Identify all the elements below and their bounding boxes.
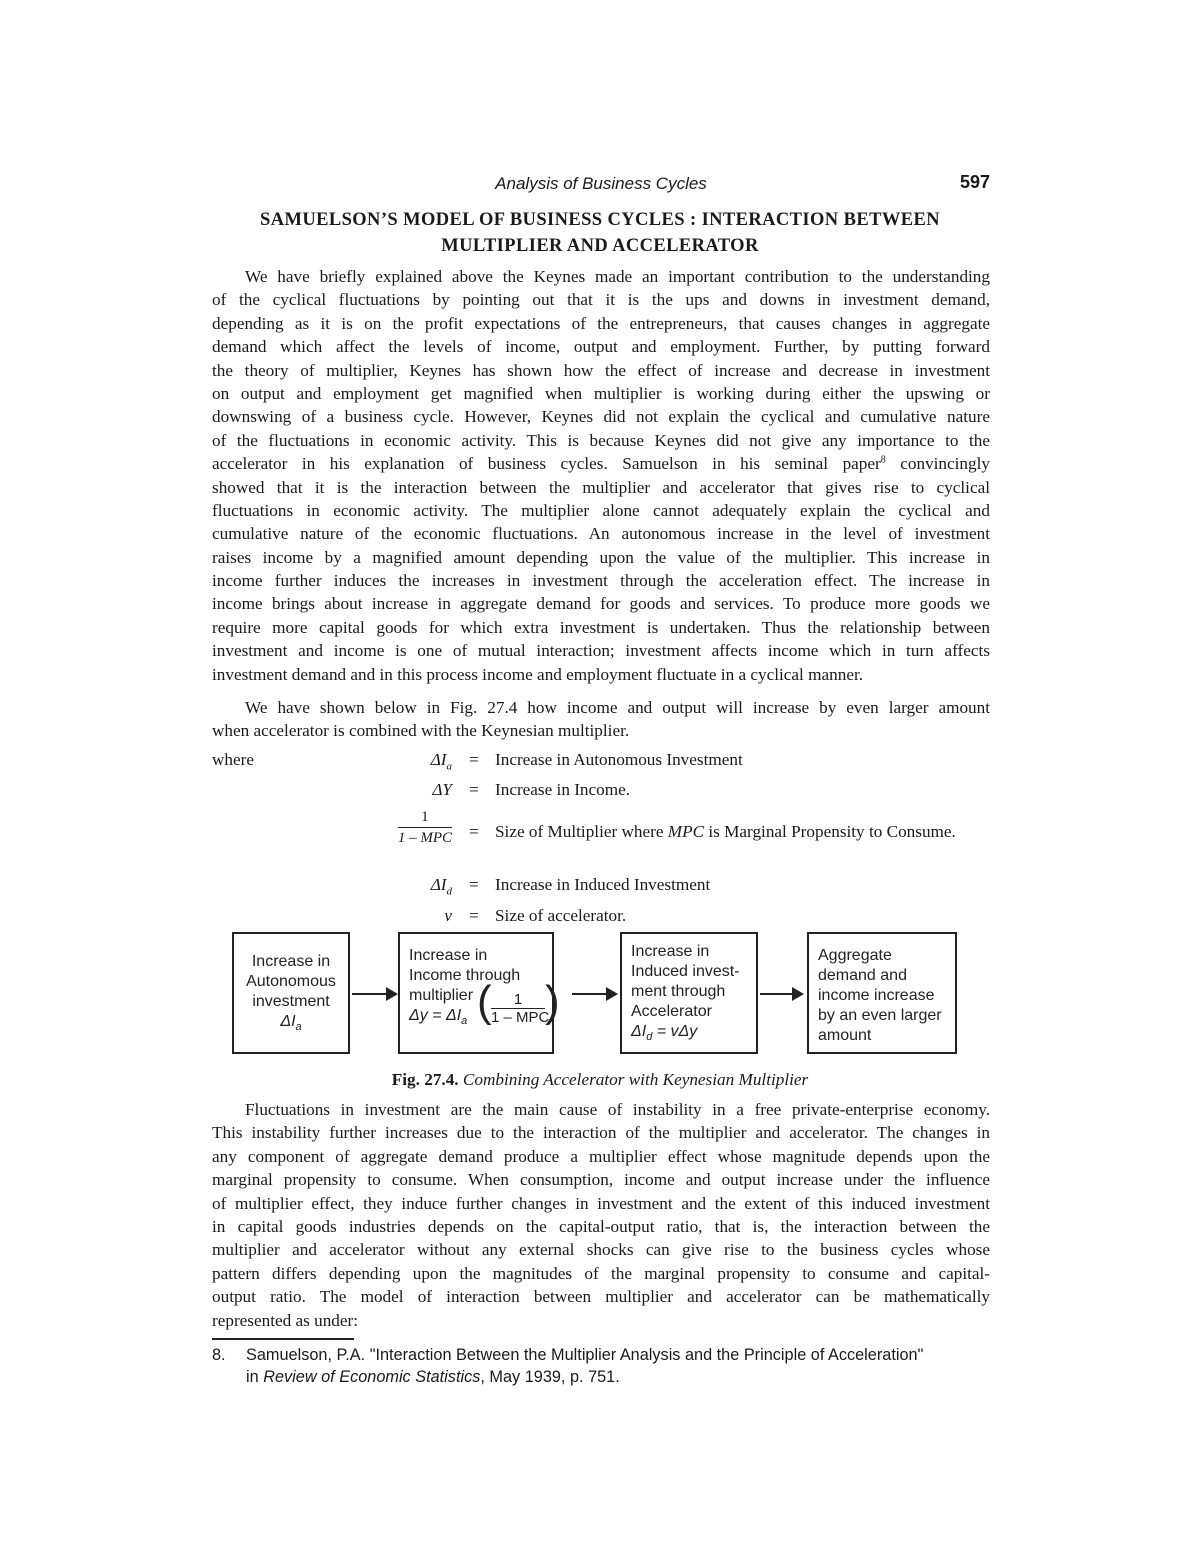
definition-row [212, 750, 1012, 774]
page-number: 597 [959, 172, 990, 192]
equals-sign: = [469, 750, 479, 769]
paragraph-line: income further induces the increases in investment through the acceleration effect. The increase in [212, 571, 990, 591]
formula-fraction: 1 1 – MPC [491, 991, 550, 1026]
running-title: Analysis of Business Cycles [495, 174, 707, 193]
footnote-body: Samuelson, P.A. "Interaction Between the Multiplier Analysis and the Principle of Acceleration" in Review of Economic Statistics, May 1939, p. 751. [246, 1346, 924, 1386]
definition-description: Size of accelerator. [495, 906, 627, 925]
paragraph-line: of the cyclical fluctuations by pointing out that it is the ups and downs in investment demand, [212, 290, 990, 310]
paragraph-line: showed that it is the interaction between the multiplier and accelerator that gives rise to cyclical [212, 477, 990, 497]
paragraph-line: raises income by a magnified amount depending upon the value of the multiplier. This increase in [212, 547, 990, 567]
multiplier-formula: $\Delta y = \Delta I_a$ ( 1 1 – MPC ) [409, 977, 560, 1028]
footnote-text: Samuelson, P.A. "Interaction Between the Multiplier Analysis and the Principle of Acceleration" [246, 1346, 924, 1364]
definition-description: Increase in Income. [495, 780, 631, 799]
paragraph-3 [212, 1098, 990, 1332]
definition-row [212, 875, 1012, 899]
paragraph-line: multiplier and accelerator without any external shocks can give rise to the business cycles whose [212, 1240, 990, 1260]
paragraph-2 [212, 696, 990, 743]
paragraph-line: We have shown below in Fig. 27.4 how income and output will increase by even larger amount [245, 698, 990, 717]
footnote-journal: Review of Economic Statistics [263, 1368, 481, 1386]
paragraph-line: Fluctuations in investment are the main cause of instability in a free private-enterprise economy. [245, 1100, 990, 1119]
figure-caption [200, 1070, 1000, 1090]
autonomous-investment-box: Increase in Autonomous investment $\Delta I_a$ [232, 932, 350, 1054]
induced-investment-box: Increase in Induced invest- ment through Accelerator $\Delta I_d = v\Delta y$ [620, 932, 758, 1054]
section-title-line-2: MULTIPLIER AND ACCELERATOR [441, 236, 759, 256]
paragraph-line: downswing of a business cycle. However, Keynes did not explain the cyclical and cumulative nature [212, 407, 990, 427]
figure-caption-text: Combining Accelerator with Keynesian Multiplier [462, 1070, 809, 1089]
equals-sign: = [469, 875, 479, 894]
footnote-number: 8. [212, 1346, 226, 1364]
aggregate-demand-box: Aggregate demand and income increase by an even larger amount [807, 932, 957, 1054]
fraction-numerator: 1 [398, 808, 452, 828]
where-label: where [212, 750, 254, 769]
section-title [200, 207, 1000, 259]
definition-description: Increase in Induced Investment [495, 875, 711, 894]
definition-row [212, 906, 1012, 930]
paragraph-line: cumulative nature of the economic fluctuations. An autonomous increase in the level of investment [212, 524, 990, 544]
multiplier-fraction [398, 808, 452, 847]
section-title-line-1: SAMUELSON’S MODEL OF BUSINESS CYCLES : INTERACTION BETWEEN [260, 210, 940, 230]
paragraph-line: of the fluctuations in economic activity. This is because Keynes did not give any importance to the [212, 430, 990, 450]
definition-row [212, 780, 1012, 804]
definition-symbol: v [444, 906, 452, 925]
page-header [212, 174, 990, 196]
fraction-denominator: 1 – MPC [397, 830, 452, 846]
footnote-marker: 8 [880, 454, 886, 466]
paragraph-line: pattern differs depending upon the magnitudes of the marginal propensity to consume and capital- [212, 1263, 990, 1283]
paragraph-line: any component of aggregate demand produce a multiplier effect whose magnitude depends upon the [212, 1146, 990, 1166]
paragraph-line [212, 452, 990, 475]
paragraph-line: on output and employment get magnified when multiplier is working during either the upswing or [212, 383, 990, 403]
paragraph-line: the theory of multiplier, Keynes has shown how the effect of increase and decrease in investment [212, 360, 990, 380]
income-multiplier-box: Increase in Income through multiplier $\Delta y = \Delta I_a$ ( 1 1 – MPC ) [398, 932, 554, 1054]
paragraph-line: investment demand and in this process income and employment fluctuate in a cyclical manner. [212, 664, 864, 684]
paragraph-1 [212, 265, 990, 686]
paragraph-line: when accelerator is combined with the Keynesian multiplier. [212, 721, 630, 741]
right-paren: ) [545, 977, 560, 1026]
left-paren: ( [477, 977, 492, 1026]
paragraph-line: This instability further increases due to the interaction of the multiplier and accelerator. The changes in [212, 1123, 990, 1143]
figure-label: Fig. 27.4. [391, 1070, 459, 1089]
definition-description: Increase in Autonomous Investment [495, 750, 743, 769]
arrow-right-icon [760, 993, 802, 995]
definition-description: Size of Multiplier where MPC is Marginal Propensity to Consume. [495, 822, 956, 841]
definition-row [212, 809, 1012, 846]
equals-sign: = [469, 822, 479, 841]
paragraph-line: income brings about increase in aggregate demand for goods and services. To produce more goods we [212, 594, 990, 614]
paragraph-line-tail: convincingly [885, 454, 990, 474]
paragraph-line: investment and income is one of mutual interaction; investment affects income which in turn affects [212, 641, 990, 661]
paragraph-line: fluctuations in economic activity. The multiplier alone cannot adequately explain the cyclical and [212, 500, 990, 520]
paragraph-line: output ratio. The model of interaction between multiplier and accelerator can be mathematically [212, 1287, 990, 1307]
paragraph-line: in capital goods industries depends on the capital-output ratio, that is, the interaction between the [212, 1216, 990, 1236]
paragraph-line: marginal propensity to consume. When consumption, income and output increase under the influence [212, 1170, 990, 1190]
definition-symbol: $\Delta I_a$ [430, 750, 452, 773]
arrow-right-icon [352, 993, 396, 995]
paragraph-line: We have briefly explained above the Keynes made an important contribution to the understanding [245, 267, 990, 286]
paragraph-line: demand which affect the levels of income, output and employment. Further, by putting forward [212, 337, 990, 357]
paragraph-line: represented as under: [212, 1310, 359, 1330]
footnote-divider [212, 1338, 354, 1340]
paragraph-line-text: accelerator in his explanation of business cycles. Samuelson in his seminal paper [212, 454, 881, 474]
equals-sign: = [469, 906, 479, 925]
paragraph-line: require more capital goods for which extra investment is undertaken. Thus the relationship between [212, 617, 990, 637]
arrow-right-icon [572, 993, 616, 995]
paragraph-line: depending as it is on the profit expectations of the entrepreneurs, that causes changes in aggregate [212, 313, 990, 333]
definition-symbol: $\Delta I_d$ [430, 875, 452, 898]
definition-symbol: ΔY [432, 780, 452, 799]
equals-sign: = [469, 780, 479, 799]
paragraph-line: of multiplier effect, they induce further changes in investment and the extent of this induced investment [212, 1193, 990, 1213]
